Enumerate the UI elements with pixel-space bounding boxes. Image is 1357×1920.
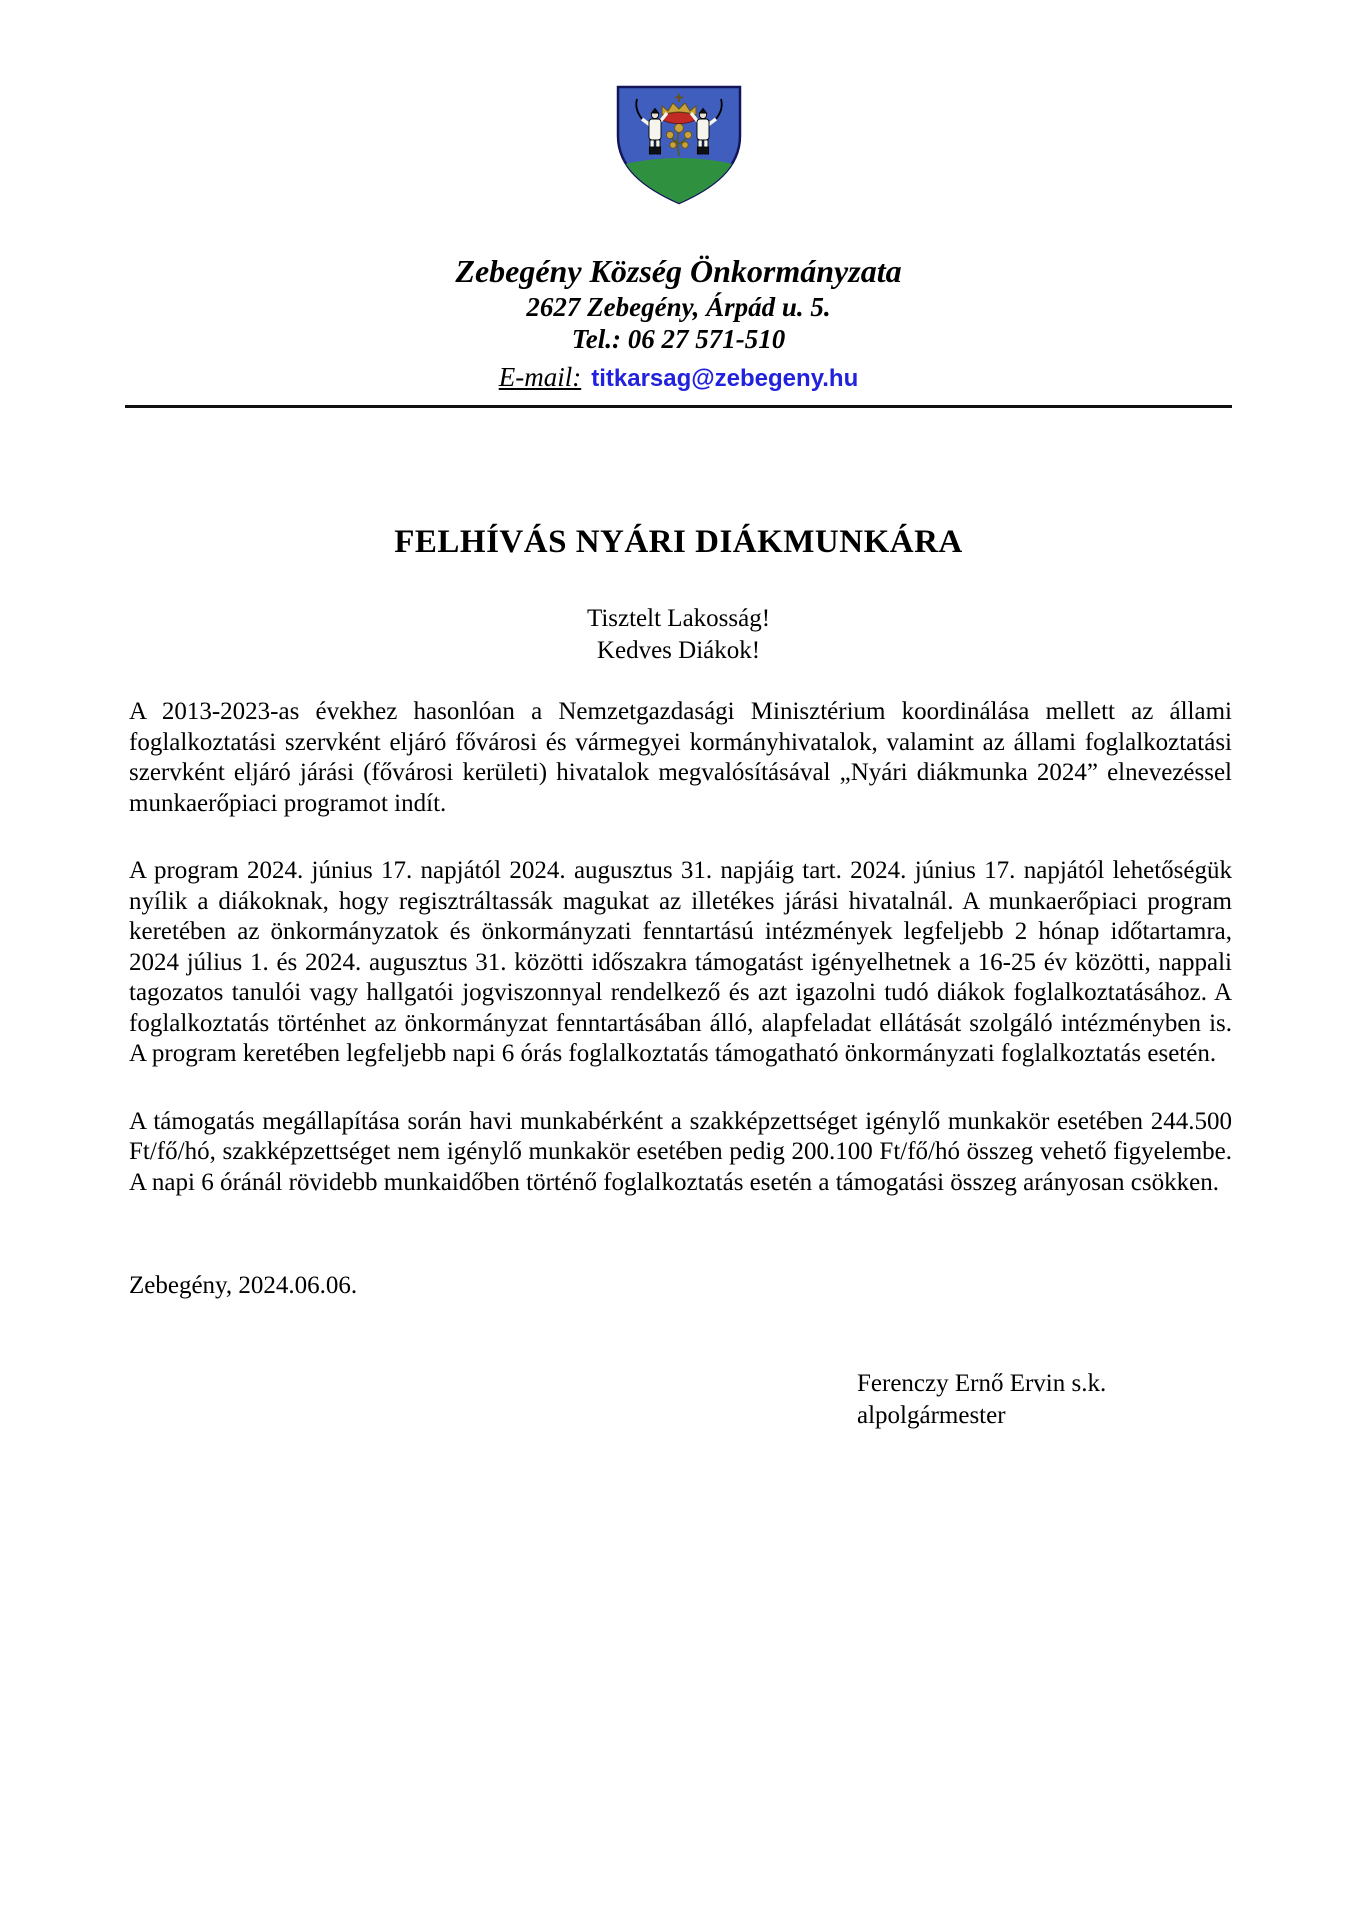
letterhead-divider [125, 405, 1232, 408]
signature-block [129, 1368, 1232, 1432]
letterhead [0, 250, 1357, 397]
signer-name: Ferenczy Ernő Ervin s.k. [857, 1369, 1107, 1397]
greeting-line-1: Tisztelt Lakosság! [586, 605, 771, 632]
org-address: 2627 Zebegény, Árpád u. 5. [526, 292, 831, 322]
body-paragraph-1: A 2013-2023-as évekhez hasonlóan a Nemzetgazdasági Minisztérium koordinálása mellett az állami foglalkoztatási szervként eljáró fővárosi és vármegyei kormányhivatalok, valamint az állami foglalkoztatási szervként eljáró járási (fővárosi kerületi) hivatalok megvalósításával „Nyári diákmunka 2024” elnevezéssel munkaerőpiaci programot indít. [129, 698, 1232, 817]
greetings [0, 603, 1357, 667]
body-paragraph-2: A program 2024. június 17. napjától 2024. augusztus 31. napjáig tart. 2024. június 17. napjától lehetőségük nyílik a diákoknak, hogy regisztráltassák magukat az illetékes járási hivatalnál. A munkaerőpiaci program keretében az önkormányzatok és önkormányzati fenntartású intézmények legfeljebb 2 hónap időtartamra, 2024 július 1. és 2024. augusztus 31. közötti időszakra támogatást igényelhetnek a 16-25 év közötti, nappali tagozatos tanulói vagy hallgatói jogviszonnyal rendelkező és azt igazolni tudó diákok foglalkoztatásához. A foglalkoztatás történhet az önkormányzat fenntartásában álló, alapfeladat ellátását szolgáló intézményben is. A program keretében legfeljebb napi 6 órás foglalkoztatás támogatható önkormányzati foglalkoztatás esetén. [129, 857, 1232, 1067]
org-email-line [0, 359, 1357, 397]
greeting-line-2: Kedves Diákok! [596, 637, 761, 664]
signer-title: alpolgármester [857, 1401, 1006, 1429]
org-phone: Tel.: 06 27 571-510 [571, 324, 786, 354]
email-label: E-mail: [498, 362, 582, 392]
document-body [129, 697, 1232, 1432]
org-name: Zebegény Község Önkormányzata [455, 253, 902, 289]
coat-of-arms [0, 82, 1357, 213]
coat-of-arms-icon [609, 82, 749, 208]
body-paragraph-3: A támogatás megállapítása során havi munkabérként a szakképzettséget igénylő munkakör esetében 244.500 Ft/fő/hó, szakképzettséget nem igénylő munkakör esetében pedig 200.100 Ft/fő/hó összeg vehető figyelembe. A napi 6 óránál rövidebb munkaidőben történő foglalkoztatás esetén a támogatási összeg arányosan csökken. [129, 1107, 1232, 1196]
dateline: Zebegény, 2024.06.06. [129, 1272, 358, 1299]
page-title: FELHÍVÁS NYÁRI DIÁKMUNKÁRA [394, 524, 963, 560]
email-address-link[interactable]: titkarsag@zebegeny.hu [591, 365, 859, 392]
